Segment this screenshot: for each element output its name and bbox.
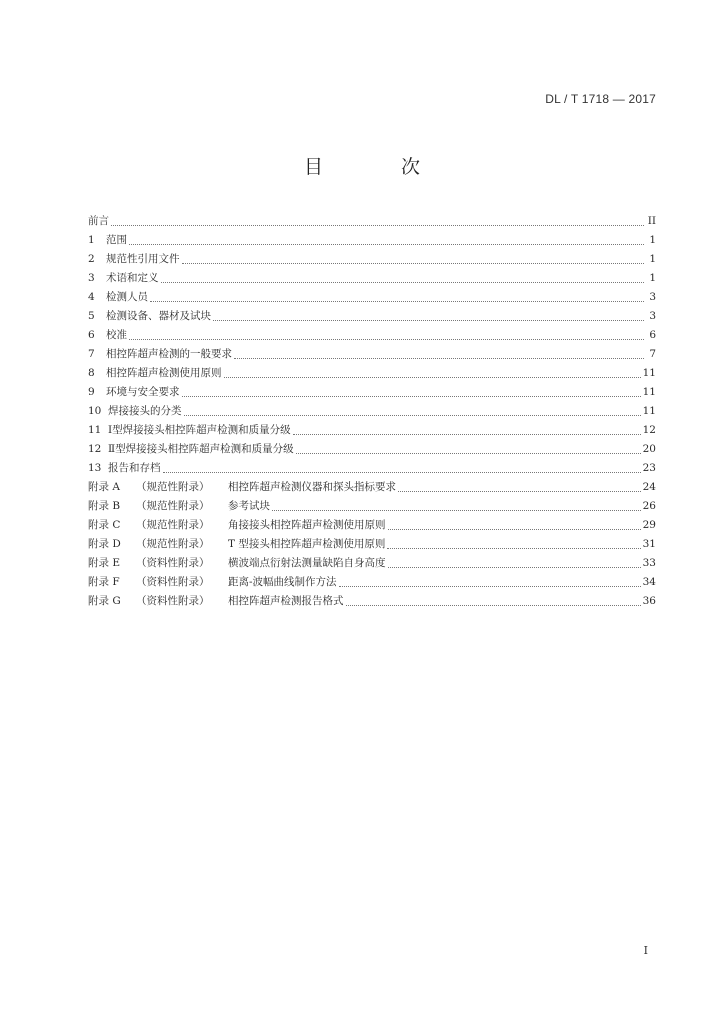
toc-entry-2[interactable] [88, 250, 656, 269]
toc-entry-title: 相控阵超声检测使用原则 [106, 367, 222, 379]
appendix-number: 附录 F [88, 576, 120, 588]
toc-appendix-b[interactable] [88, 497, 656, 516]
toc-entry-5[interactable] [88, 307, 656, 326]
leader-dots [150, 293, 644, 302]
appendix-page: 24 [642, 481, 656, 493]
leader-dots [272, 502, 641, 511]
leader-dots [184, 407, 641, 416]
toc-entry-title: 相控阵超声检测的一般要求 [106, 348, 232, 360]
toc-entry-number: 1 [88, 234, 95, 246]
toc-entry-13[interactable] [88, 459, 656, 478]
appendix-number: 附录 B [88, 500, 121, 512]
appendix-kind: （规范性附录） [136, 538, 210, 550]
leader-dots [388, 559, 641, 568]
appendix-number: 附录 A [88, 481, 120, 493]
toc-entry-page: 1 [649, 253, 656, 265]
toc-entry-page: 11 [642, 367, 656, 379]
toc-entry-title: 焊接接头的分类 [108, 405, 182, 417]
toc-entry-page: 11 [642, 386, 656, 398]
toc-entry-title: 检测设备、器材及试块 [106, 310, 211, 322]
appendix-kind: （资料性附录） [136, 557, 210, 569]
standard-code: DL / T 1718 — 2017 [545, 92, 656, 106]
toc-appendix-c[interactable] [88, 516, 656, 535]
leader-dots [111, 217, 644, 226]
toc-entry-number: 2 [88, 253, 95, 265]
appendix-page: 26 [642, 500, 656, 512]
toc-entry-page: 1 [649, 272, 656, 284]
leader-dots [224, 369, 641, 378]
toc-appendix-a[interactable] [88, 478, 656, 497]
toc-entry-8[interactable] [88, 364, 656, 383]
appendix-title: 横波端点衍射法测量缺陷自身高度 [228, 557, 386, 569]
toc-entry-11[interactable] [88, 421, 656, 440]
leader-dots [388, 521, 641, 530]
toc-entry-page: 3 [649, 291, 656, 303]
appendix-page: 34 [642, 576, 656, 588]
leader-dots [182, 388, 641, 397]
toc-appendix-f[interactable] [88, 573, 656, 592]
toc-entry-number: 11 [88, 424, 102, 436]
appendix-page: 29 [642, 519, 656, 531]
toc-entry-1[interactable] [88, 231, 656, 250]
toc-entry-title: Ⅰ型焊接接头相控阵超声检测和质量分级 [108, 424, 291, 436]
appendix-kind: （规范性附录） [136, 519, 210, 531]
table-of-contents [88, 212, 656, 611]
toc-entry-title: Ⅱ型焊接接头相控阵超声检测和质量分级 [108, 443, 294, 455]
appendix-page: 33 [642, 557, 656, 569]
appendix-title: T 型接头相控阵超声检测使用原则 [228, 538, 386, 550]
toc-entry-page: II [647, 215, 656, 227]
toc-entry-number: 6 [88, 329, 95, 341]
appendix-kind: （资料性附录） [136, 576, 210, 588]
toc-entry-number: 8 [88, 367, 95, 379]
leader-dots [163, 464, 641, 473]
leader-dots [182, 255, 645, 264]
toc-entry-number: 13 [88, 462, 102, 474]
toc-entry-3[interactable] [88, 269, 656, 288]
appendix-kind: （规范性附录） [136, 500, 210, 512]
appendix-title: 距离-波幅曲线制作方法 [228, 576, 337, 588]
page-number: I [643, 944, 648, 957]
leader-dots [398, 483, 641, 492]
toc-entry-4[interactable] [88, 288, 656, 307]
toc-entry-page: 3 [649, 310, 656, 322]
leader-dots [161, 274, 645, 283]
leader-dots [296, 445, 641, 454]
toc-entry-number: 7 [88, 348, 95, 360]
toc-entry-page: 11 [642, 405, 656, 417]
toc-entry-title: 范围 [106, 234, 127, 246]
toc-appendix-d[interactable] [88, 535, 656, 554]
appendix-kind: （规范性附录） [136, 481, 210, 493]
toc-entry-number: 3 [88, 272, 95, 284]
toc-entry-foreword[interactable] [88, 212, 656, 231]
toc-entry-title: 校准 [106, 329, 127, 341]
toc-entry-number: 5 [88, 310, 95, 322]
toc-entry-page: 7 [649, 348, 656, 360]
toc-entry-9[interactable] [88, 383, 656, 402]
leader-dots [129, 331, 644, 340]
toc-entry-number: 4 [88, 291, 95, 303]
toc-entry-title: 规范性引用文件 [106, 253, 180, 265]
page-title: 目 次 [303, 156, 457, 178]
toc-entry-title: 术语和定义 [106, 272, 159, 284]
appendix-page: 31 [642, 538, 656, 550]
leader-dots [213, 312, 644, 321]
toc-entry-page: 23 [642, 462, 656, 474]
leader-dots [346, 597, 641, 606]
appendix-title: 相控阵超声检测仪器和探头指标要求 [228, 481, 396, 493]
leader-dots [387, 540, 640, 549]
appendix-number: 附录 E [88, 557, 121, 569]
toc-entry-10[interactable] [88, 402, 656, 421]
toc-appendix-e[interactable] [88, 554, 656, 573]
appendix-title: 相控阵超声检测报告格式 [228, 595, 344, 607]
toc-entry-12[interactable] [88, 440, 656, 459]
toc-entry-page: 1 [649, 234, 656, 246]
toc-entry-page: 20 [642, 443, 656, 455]
leader-dots [339, 578, 641, 587]
toc-entry-number: 12 [88, 443, 102, 455]
leader-dots [293, 426, 641, 435]
appendix-kind: （资料性附录） [136, 595, 210, 607]
toc-entry-page: 6 [649, 329, 656, 341]
toc-entry-6[interactable] [88, 326, 656, 345]
toc-entry-title: 检测人员 [106, 291, 148, 303]
toc-entry-7[interactable] [88, 345, 656, 364]
appendix-title: 参考试块 [228, 500, 270, 512]
toc-entry-title: 报告和存档 [108, 462, 161, 474]
leader-dots [234, 350, 644, 359]
appendix-title: 角接接头相控阵超声检测使用原则 [228, 519, 386, 531]
toc-entry-title: 前言 [88, 215, 109, 227]
toc-entry-page: 12 [642, 424, 656, 436]
appendix-number: 附录 C [88, 519, 121, 531]
appendix-number: 附录 D [88, 538, 121, 550]
toc-entry-title: 环境与安全要求 [106, 386, 180, 398]
appendix-number: 附录 G [88, 595, 121, 607]
leader-dots [129, 236, 644, 245]
appendix-page: 36 [642, 595, 656, 607]
toc-entry-number: 10 [88, 405, 102, 417]
toc-entry-number: 9 [88, 386, 95, 398]
toc-appendix-g[interactable] [88, 592, 656, 611]
